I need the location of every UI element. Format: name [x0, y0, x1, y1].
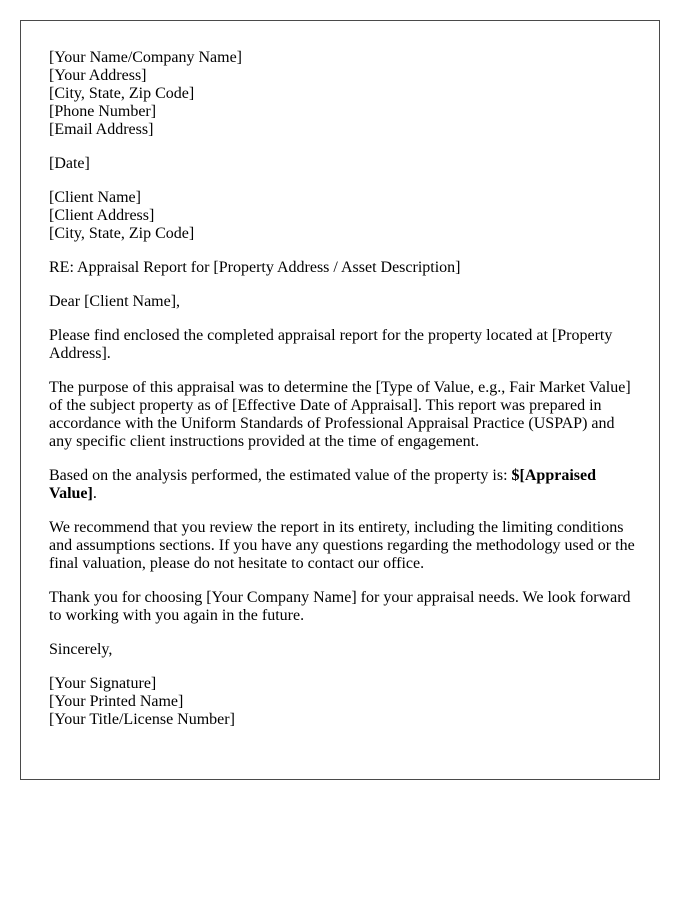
letter-date: [Date]	[49, 155, 90, 172]
recipient-block	[49, 189, 635, 243]
sender-address: [Your Address]	[49, 67, 147, 84]
sender-name: [Your Name/Company Name]	[49, 49, 243, 66]
subject-line: RE: Appraisal Report for [Property Address / Asset Description]	[49, 259, 461, 276]
sender-email: [Email Address]	[49, 121, 154, 138]
sender-phone: [Phone Number]	[49, 103, 157, 120]
title-license: [Your Title/License Number]	[49, 711, 235, 728]
salutation: Dear [Client Name],	[49, 293, 181, 310]
paragraph-review: We recommend that you review the report in its entirety, including the limiting conditions and assumptions sections. If you have any questions regarding the methodology used or the final valuation, please do not hesitate to contact our office.	[49, 519, 635, 572]
printed-name: [Your Printed Name]	[49, 693, 184, 710]
sender-city-state-zip: [City, State, Zip Code]	[49, 85, 195, 102]
appraised-value: $[Appraised Value]	[49, 467, 596, 502]
date-block	[49, 155, 635, 173]
value-suffix: .	[92, 485, 97, 502]
paragraph-thanks: Thank you for choosing [Your Company Name] for your appraisal needs. We look forward to working with you again in the future.	[49, 589, 631, 624]
recipient-city-state-zip: [City, State, Zip Code]	[49, 225, 195, 242]
recipient-name: [Client Name]	[49, 189, 141, 206]
letter-content	[49, 49, 635, 745]
signature-line: [Your Signature]	[49, 675, 157, 692]
value-prefix: Based on the analysis performed, the estimated value of the property is:	[49, 467, 512, 484]
paragraph-value	[49, 467, 635, 503]
paragraph-enclosed: Please find enclosed the completed appraisal report for the property located at [Property Address].	[49, 327, 613, 362]
closing: Sincerely,	[49, 641, 113, 658]
signature-block	[49, 675, 635, 729]
recipient-address: [Client Address]	[49, 207, 155, 224]
sender-block	[49, 49, 635, 139]
paragraph-purpose: The purpose of this appraisal was to determine the [Type of Value, e.g., Fair Market Value] of the subject property as of [Effective Date of Appraisal]. This report was prepared in accordance with the Uniform Standards of Professional Appraisal Practice (USPAP) and any specific client instructions provided at the time of engagement.	[49, 379, 631, 450]
letter-page	[20, 20, 660, 780]
